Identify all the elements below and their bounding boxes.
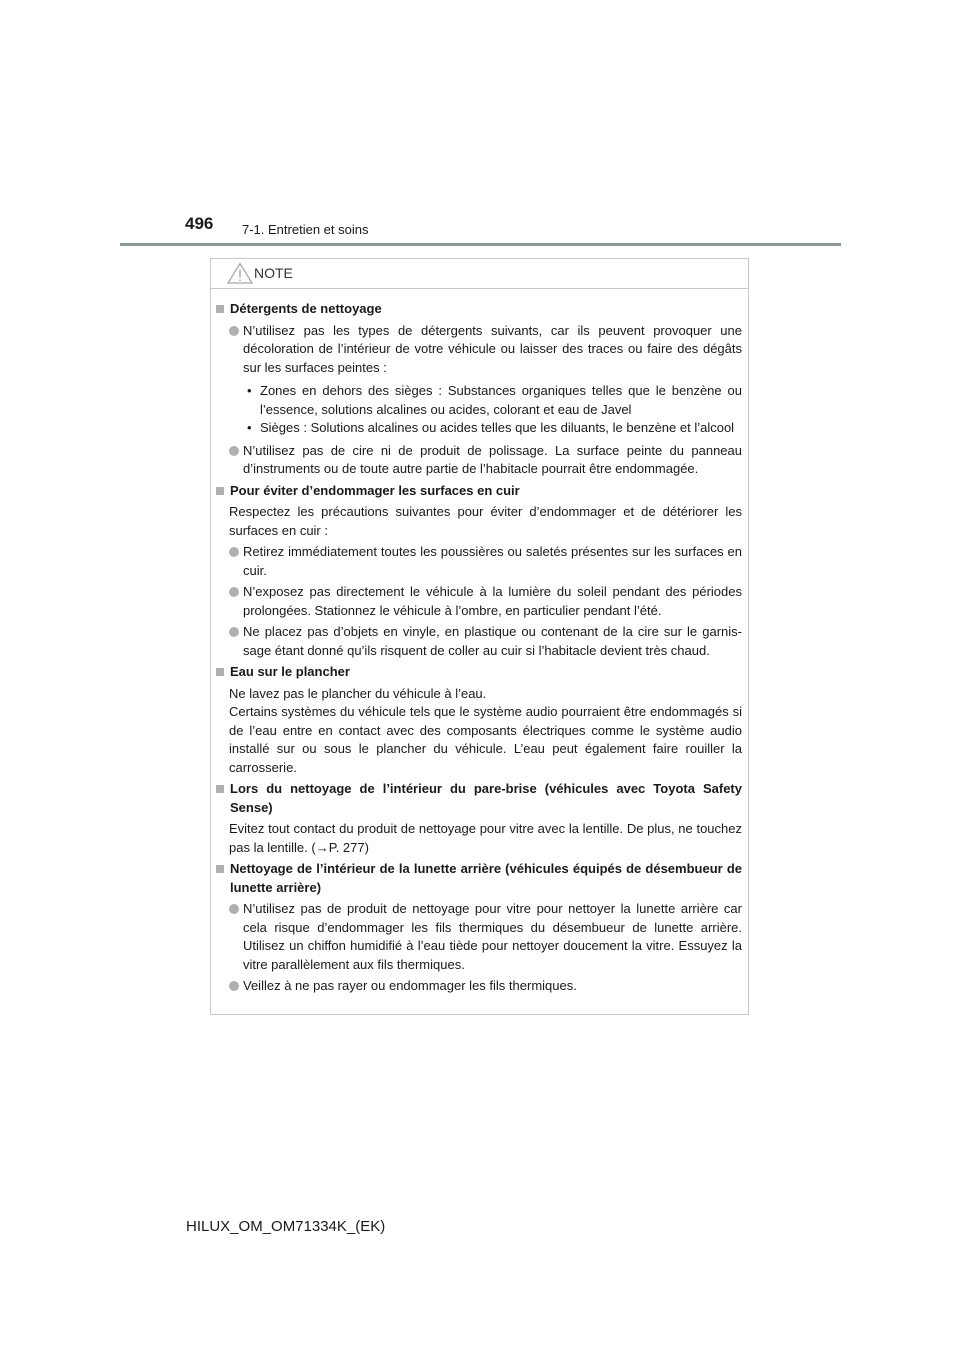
square-bullet-icon	[216, 668, 224, 676]
paragraph: Ne lavez pas le plancher du véhicule à l’eau.	[229, 685, 487, 701]
note-label: NOTE	[254, 265, 293, 281]
circle-bullet-icon	[229, 547, 239, 557]
warning-triangle-icon	[227, 262, 253, 284]
square-bullet-icon	[216, 305, 224, 313]
list-item: Veillez à ne pas rayer ou endommager les fils thermiques.	[216, 977, 742, 996]
section-heading: Pour éviter d’endommager les surfaces en cuir	[230, 482, 520, 498]
circle-bullet-icon	[229, 587, 239, 597]
note-section	[216, 780, 742, 857]
note-section	[216, 663, 742, 777]
section-heading: Nettoyage de l’intérieur de la lunette arrière (véhicules équipés de désembueur de lunette arrière)	[230, 861, 742, 895]
note-section	[216, 482, 742, 661]
sub-list-item: • Zones en dehors des sièges : Substances organiques telles que le benzène ou l’essence, solutions alcalines ou acides, colorant et eau de Javel	[216, 382, 742, 419]
note-body	[211, 289, 748, 996]
section-heading: Eau sur le plancher	[230, 664, 350, 679]
circle-bullet-icon	[229, 981, 239, 991]
header-rule	[120, 243, 841, 246]
section-heading: Détergents de nettoyage	[230, 301, 382, 316]
page-number: 496	[185, 214, 214, 233]
note-box	[210, 258, 749, 1015]
circle-bullet-icon	[229, 446, 239, 456]
circle-bullet-icon	[229, 627, 239, 637]
paragraph: Evitez tout contact du produit de nettoyage pour vitre avec la lentille. De plus, ne touchez pas la lentille. (→P. 277)	[229, 821, 742, 855]
dot-marker: •	[247, 383, 252, 398]
document-id: HILUX_OM_OM71334K_(EK)	[186, 1218, 386, 1235]
dot-marker: •	[247, 420, 252, 435]
circle-bullet-icon	[229, 326, 239, 336]
section-title: 7-1. Entretien et soins	[242, 222, 369, 237]
section-heading: Lors du nettoyage de l’intérieur du pare-brise (véhicules avec Toyota Safety Sense)	[230, 781, 742, 815]
sub-list-item: • Sièges : Solutions alcalines ou acides telles que les diluants, le benzène et l’alcool	[216, 419, 742, 438]
list-item: N’utilisez pas les types de détergents suivants, car ils peuvent provoquer une décoloration de l’intérieur de votre véhicule ou laisser des traces ou faire des dégâts sur les surfaces peintes :	[216, 322, 742, 378]
square-bullet-icon	[216, 865, 224, 873]
list-item: N’exposez pas directement le véhicule à la lumière du soleil pendant des périodes prolongées. Stationnez le véhicule à l’ombre, en particulier pendant l’été.	[216, 583, 742, 620]
circle-bullet-icon	[229, 904, 239, 914]
list-item: N’utilisez pas de cire ni de produit de polissage. La surface peinte du panneau d’instruments ou de toute autre partie de l’habitacle pourrait être endommagée.	[216, 442, 742, 479]
paragraph: Respectez les précautions suivantes pour éviter d’endommager et de détériorer les surfaces en cuir :	[229, 504, 742, 538]
list-item: Ne placez pas d’objets en vinyle, en plastique ou contenant de la cire sur le garnissage étant donné qu’ils risquent de coller au cuir si l’habitacle devient très chaud.	[216, 623, 742, 660]
square-bullet-icon	[216, 487, 224, 495]
list-item: Retirez immédiatement toutes les poussières ou saletés présentes sur les surfaces en cuir.	[216, 543, 742, 580]
sub-list	[216, 382, 742, 438]
note-section	[216, 860, 742, 996]
note-section	[216, 300, 742, 479]
note-header	[211, 259, 748, 289]
list-item: N’utilisez pas de produit de nettoyage pour vitre pour nettoyer la lunette arrière car cela risque d’endommager les fils thermiques du désembueur de lunette arrière. Utilisez un chiffon humidifié à l’eau tiède pour nettoyer doucement la vitre. Essuyez la vitre parallèlement aux fils thermiques.	[216, 900, 742, 974]
paragraph: Certains systèmes du véhicule tels que le système audio pourraient être endommagés si de l’eau entre en contact avec des composants électriques comme le système audio installé sur ou sous le plancher du véhicule. L’eau peut également faire rouiller la carrosserie.	[229, 704, 742, 775]
square-bullet-icon	[216, 785, 224, 793]
